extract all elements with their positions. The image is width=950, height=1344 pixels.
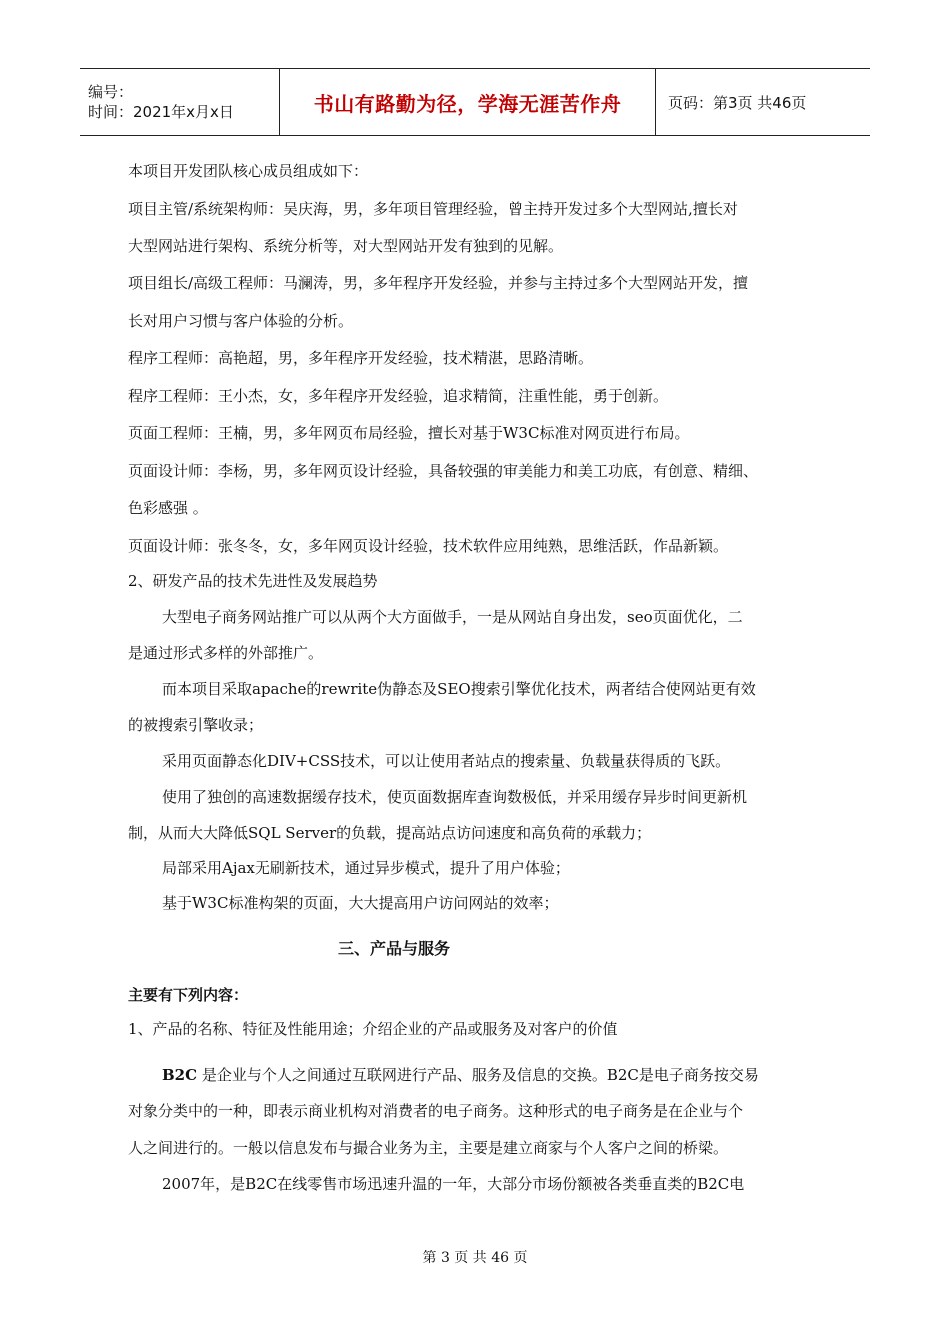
paragraph-line: 的被搜索引擎收录； xyxy=(128,716,264,734)
paragraph-line: 程序工程师：高艳超，男，多年程序开发经验，技术精湛，思路清晰。 xyxy=(128,349,594,367)
paragraph-line: 使用了独创的高速数据缓存技术，使页面数据库查询数极低，并采用缓存异步时间更新机 xyxy=(162,788,748,806)
paragraph-line: 而本项目采取apache的rewrite伪静态及SEO搜索引擎优化技术，两者结合使网站更有效 xyxy=(162,680,756,698)
section-heading: 三、产品与服务 xyxy=(338,939,451,958)
paragraph-line: 2007年，是B2C在线零售市场迅速升温的一年，大部分市场份额被各类垂直类的B2C电 xyxy=(162,1175,745,1193)
paragraph-line xyxy=(162,1064,759,1085)
footer-page-number: 第 3 页 共 46 页 xyxy=(422,1250,528,1266)
paragraph-line: 制，从而大大降低SQL Server的负载，提高站点访问速度和高负荷的承载力； xyxy=(128,824,652,842)
header-meta xyxy=(80,69,280,135)
paragraph-line: 采用页面静态化DIV+CSS技术，可以让使用者站点的搜索量、负载量获得质的飞跃。 xyxy=(162,752,731,770)
paragraph-line: 基于W3C标准构架的页面，大大提高用户访问网站的效率； xyxy=(162,894,559,912)
page-label: 页码：第3页 共46页 xyxy=(668,93,807,112)
paragraph-line: 长对用户习惯与客户体验的分析。 xyxy=(128,312,354,330)
header-motto xyxy=(280,69,656,135)
paragraph-line: 程序工程师：王小杰，女，多年程序开发经验，追求精简，注重性能，勇于创新。 xyxy=(128,387,669,405)
paragraph-line: 大型网站进行架构、系统分析等，对大型网站开发有独到的见解。 xyxy=(128,237,564,255)
page-footer xyxy=(0,1247,950,1267)
b2c-term: B2C xyxy=(162,1066,198,1084)
paragraph-line: 页面设计师：李杨，男，多年网页设计经验，具备较强的审美能力和美工功底，有创意、精细、 xyxy=(128,462,759,480)
paragraph-line: 对象分类中的一种，即表示商业机构对消费者的电子商务。这种形式的电子商务是在企业与个 xyxy=(128,1102,744,1120)
paragraph-line: 本项目开发团队核心成员组成如下： xyxy=(128,162,369,180)
paragraph-line: 页面工程师：王楠，男，多年网页布局经验，擅长对基于W3C标准对网页进行布局。 xyxy=(128,424,690,442)
header-page-info xyxy=(656,69,870,135)
paragraph-line: 局部采用Ajax无刷新技术，通过异步模式，提升了用户体验； xyxy=(162,859,570,877)
section-subheading: 2、研发产品的技术先进性及发展趋势 xyxy=(128,572,378,590)
paragraph-line: 项目组长/高级工程师：马澜涛，男，多年程序开发经验，并参与主持过多个大型网站开发，擅 xyxy=(128,274,749,292)
paragraph-line: 大型电子商务网站推广可以从两个大方面做手，一是从网站自身出发，seo页面优化，二 xyxy=(162,608,743,626)
document-header xyxy=(80,68,870,136)
paragraph-line: 项目主管/系统架构师：吴庆海，男，多年项目管理经验，曾主持开发过多个大型网站,擅长对 xyxy=(128,200,738,218)
paragraph-line: 是通过形式多样的外部推广。 xyxy=(128,644,324,662)
document-date-label: 时间：2021年x月x日 xyxy=(88,103,234,121)
subsection-heading: 主要有下列内容： xyxy=(128,986,249,1004)
motto-text: 书山有路勤为径，学海无涯苦作舟 xyxy=(313,91,622,116)
paragraph-line: 人之间进行的。一般以信息发布与撮合业务为主，主要是建立商家与个人客户之间的桥梁。 xyxy=(128,1139,729,1157)
b2c-definition: 是企业与个人之间通过互联网进行产品、服务及信息的交换。B2C是电子商务按交易 xyxy=(197,1066,759,1084)
paragraph-line: 1、产品的名称、特征及性能用途；介绍企业的产品或服务及对客户的价值 xyxy=(128,1020,618,1038)
document-number-label: 编号： xyxy=(88,83,134,101)
paragraph-line: 色彩感强 。 xyxy=(128,499,208,517)
paragraph-line: 页面设计师：张冬冬，女，多年网页设计经验，技术软件应用纯熟，思维活跃，作品新颖。 xyxy=(128,537,729,555)
